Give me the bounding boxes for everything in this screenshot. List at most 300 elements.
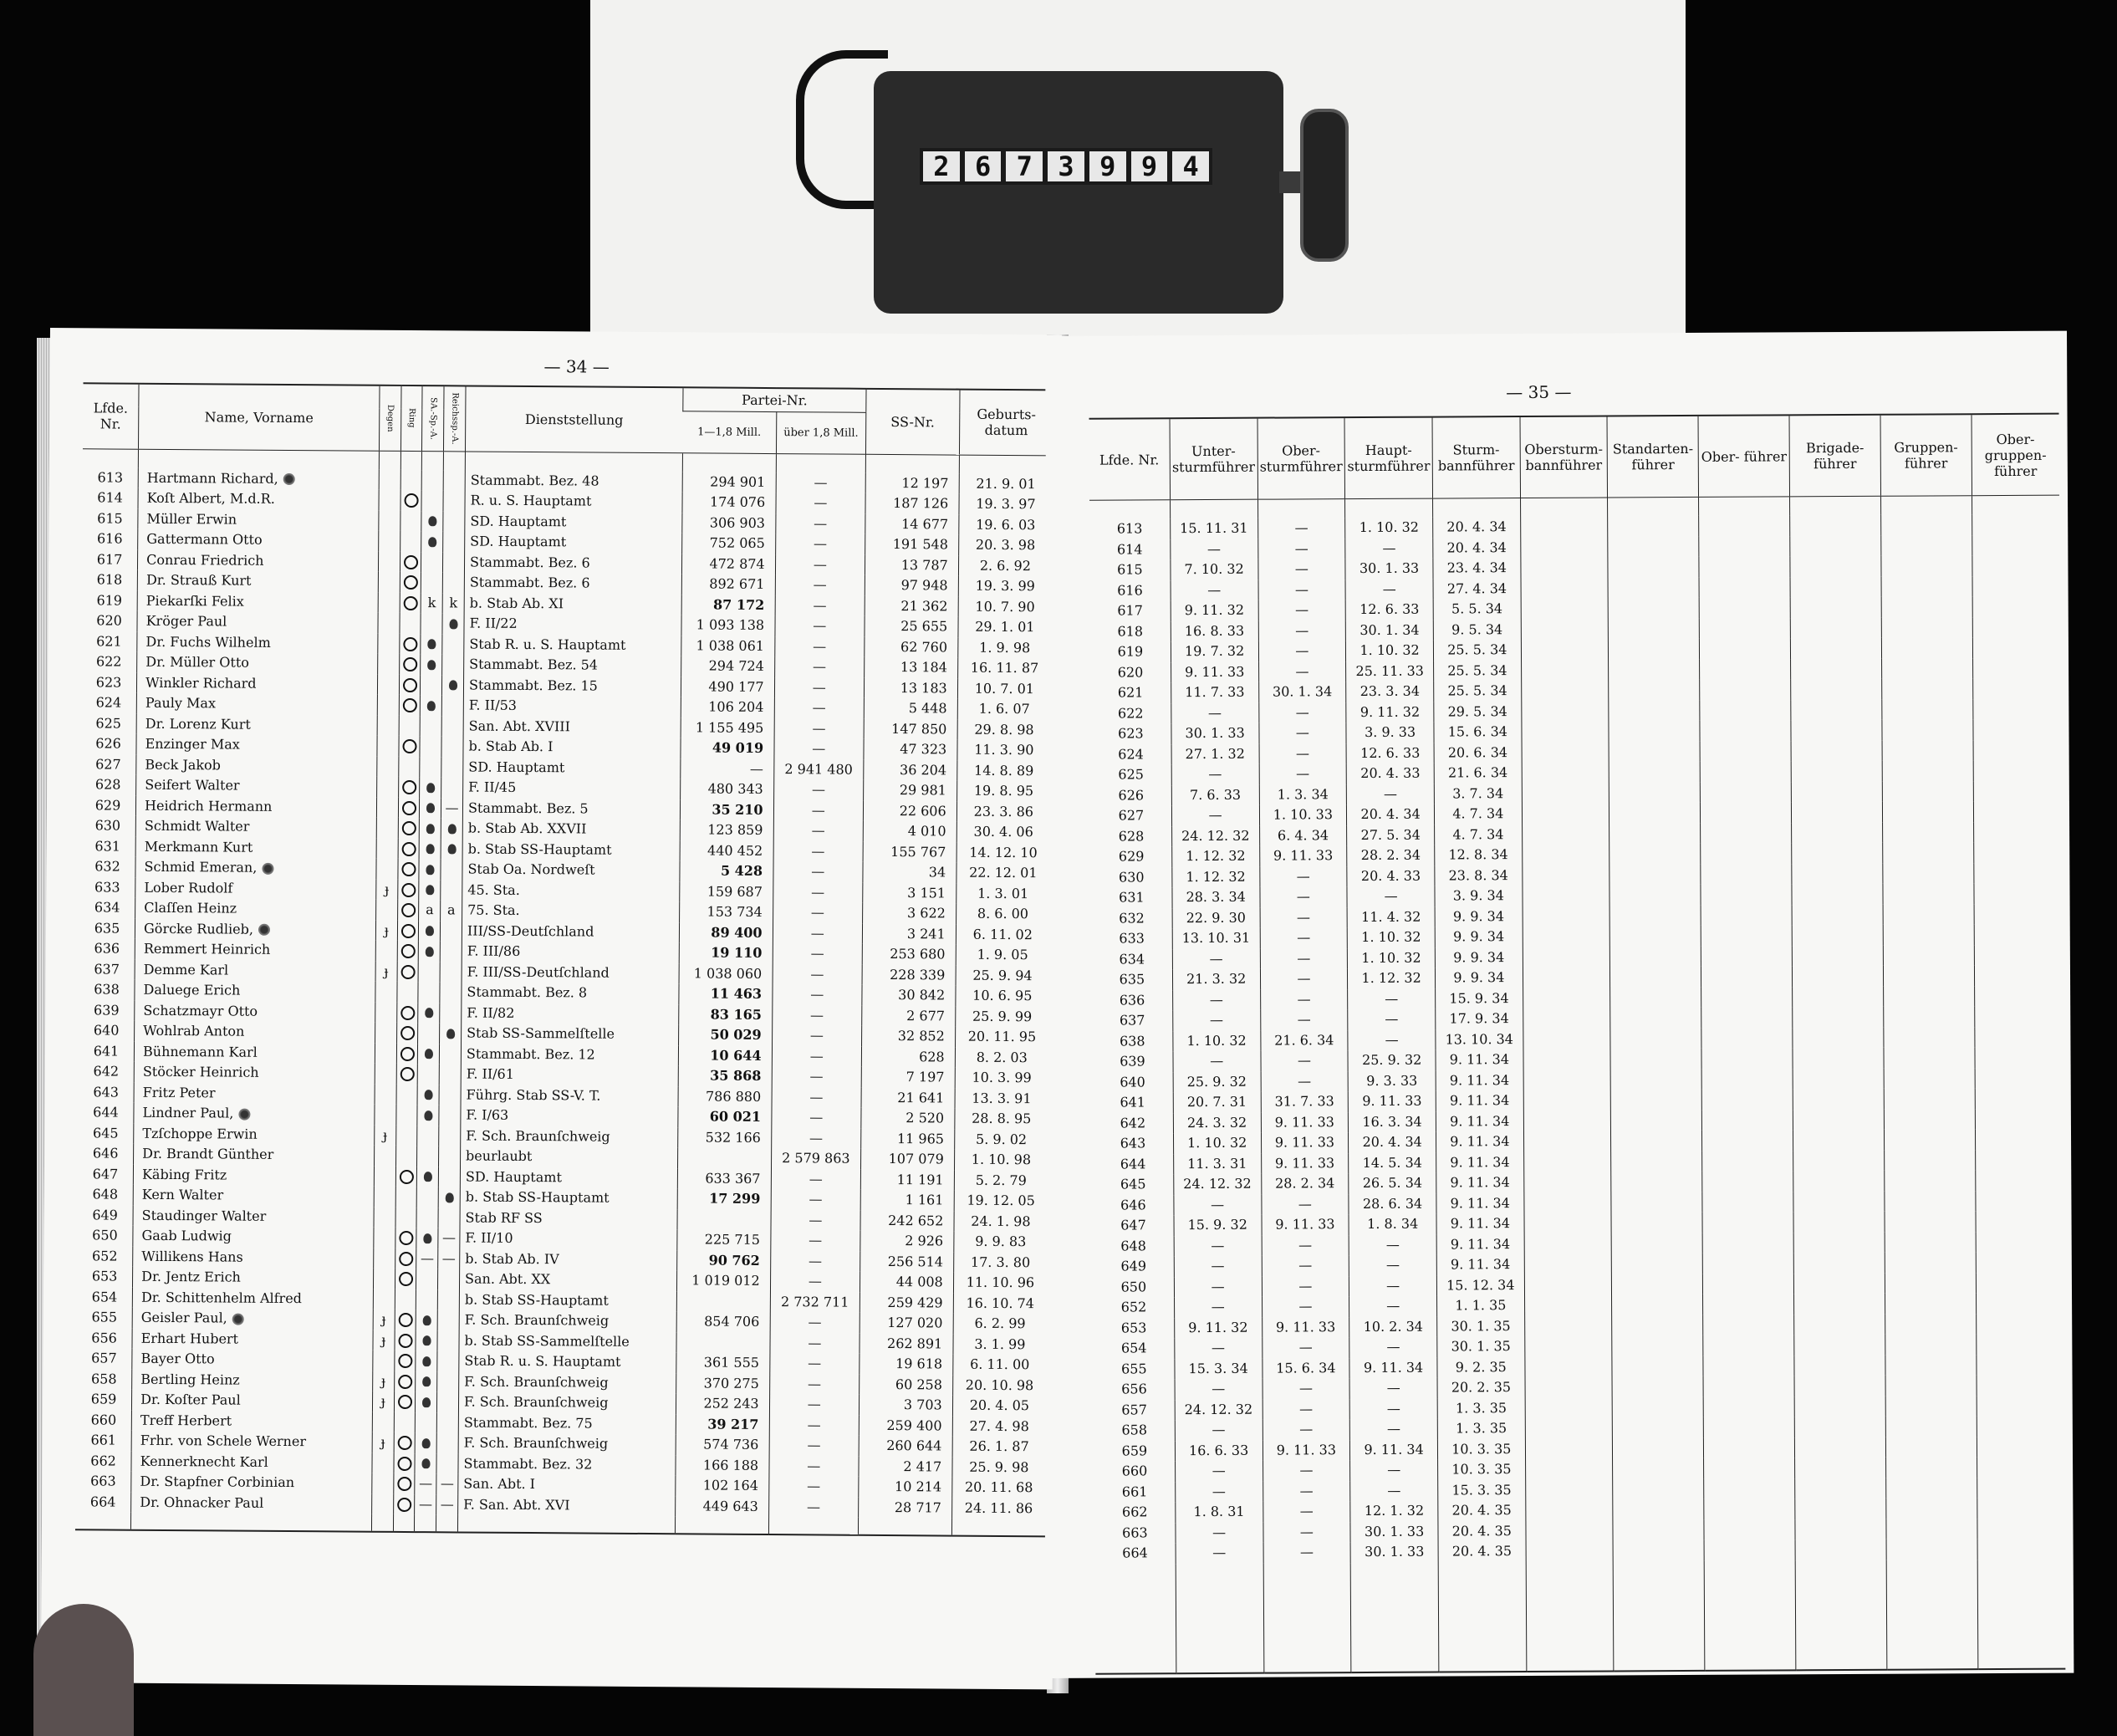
rank-date-cell: 645: [1120, 1176, 1146, 1192]
header-rank: Standarten- führer: [1607, 416, 1698, 498]
partei-nr-1: 159 687: [680, 881, 773, 902]
row-number: 620: [96, 612, 122, 629]
sa-cell: [418, 1044, 440, 1065]
rank-date-cell: —: [1174, 1297, 1262, 1318]
empty-cell: [1790, 576, 1881, 597]
degen-cell: [372, 1473, 394, 1494]
rank-date-cell: 30. 1. 34: [1258, 682, 1346, 702]
header-name: Name, Vorname: [139, 384, 380, 451]
rank-date-cell: 15. 6. 34: [1262, 1358, 1349, 1379]
empty-cell: [1609, 905, 1701, 926]
person-name-text: Heidrich Hermann: [145, 797, 273, 814]
reichssp-cell: [439, 1064, 461, 1085]
rank-date-cell: —: [1349, 1378, 1437, 1399]
geburtsdatum: 17. 3. 80: [953, 1252, 1047, 1273]
row-number: 613: [97, 469, 124, 486]
rank-date-cell: —: [1175, 1481, 1263, 1502]
end-cell: [1176, 1563, 1263, 1673]
partei-nr-1: 1 093 138: [681, 615, 775, 636]
partei-nr-1: 5 428: [680, 860, 773, 881]
geburtsdatum: 11. 3. 90: [957, 740, 1051, 761]
empty-cell: [1793, 1027, 1884, 1048]
rank-date-cell: —: [1260, 927, 1348, 948]
empty-cell: [1523, 926, 1610, 947]
ring-cell: [396, 1084, 418, 1105]
person-name-text: Geisler Paul,: [140, 1310, 227, 1326]
empty-cell: [1702, 1212, 1793, 1233]
partei-nr-2: —: [775, 534, 865, 554]
empty-cell: [1975, 1088, 2063, 1109]
sa-cell: —: [416, 1248, 438, 1269]
rank-date-cell: 4. 7. 34: [1435, 825, 1523, 845]
partei-nr-1: 153 734: [679, 901, 773, 922]
rank-date-cell: 1. 3. 35: [1437, 1418, 1525, 1439]
rank-date-cell: 9. 9. 34: [1435, 927, 1523, 947]
ring-cell: [396, 1023, 418, 1044]
rank-date-cell: 1. 10. 32: [1348, 947, 1436, 968]
ring-symbol: [399, 1231, 413, 1245]
empty-cell: [1881, 514, 1972, 535]
degen-symbol: ɟ: [381, 1331, 386, 1348]
rank-date-cell: 11. 7. 33: [1171, 682, 1258, 703]
rank-date-cell: 24. 12. 32: [1175, 1399, 1263, 1420]
dienststellung: b. Stab Ab. I: [463, 736, 681, 758]
ss-nr: 36 204: [864, 759, 957, 780]
empty-cell: [1790, 515, 1881, 536]
empty-cell: [1700, 761, 1791, 782]
row-number: 647: [92, 1166, 119, 1182]
rank-date-cell: 9. 9. 34: [1435, 947, 1523, 968]
empty-cell: [1884, 1129, 1975, 1150]
person-name-text: Frhr. von Schele Werner: [140, 1432, 307, 1450]
rank-date-cell: —: [1263, 1522, 1350, 1543]
degen-cell: [378, 633, 400, 654]
empty-cell: [1976, 1211, 2063, 1232]
empty-cell: [1977, 1395, 2064, 1416]
row-number: 646: [92, 1145, 119, 1162]
empty-cell: [1524, 1335, 1612, 1356]
dienststellung: b. Stab Ab. XXVII: [462, 818, 680, 840]
ring-symbol: [401, 842, 416, 856]
rank-date-cell: 16. 8. 33: [1171, 620, 1258, 641]
reichssp-cell: [440, 1003, 462, 1024]
person-name: [131, 1410, 372, 1432]
empty-cell: [1701, 1089, 1793, 1110]
rank-date-cell: 9. 5. 34: [1433, 620, 1521, 641]
empty-cell: [1885, 1191, 1976, 1212]
geburtsdatum: 5. 2. 79: [954, 1170, 1048, 1191]
row-number: 634: [94, 899, 120, 916]
empty-cell: [1791, 781, 1882, 802]
rank-date-cell: —: [1174, 1194, 1262, 1215]
empty-cell: [1704, 1478, 1795, 1499]
row-number: 624: [95, 694, 122, 711]
partei-nr-2: —: [770, 1333, 860, 1354]
empty-cell: [1975, 1149, 2063, 1170]
header-rank: Brigade- führer: [1789, 415, 1880, 497]
spacer-cell: [1520, 498, 1608, 517]
sa-cell: [416, 1371, 437, 1392]
empty-cell: [1793, 1253, 1885, 1274]
partei-nr-2: —: [771, 1128, 861, 1149]
ss-nr: 4 010: [863, 821, 956, 842]
empty-cell: [1610, 926, 1701, 947]
empty-cell: [1972, 534, 2060, 555]
empty-cell: [1611, 1151, 1702, 1172]
ring-cell: [397, 900, 419, 921]
rank-date-cell: —: [1263, 1399, 1350, 1420]
empty-cell: [1977, 1375, 2064, 1396]
rank-date-cell: —: [1349, 1275, 1437, 1296]
person-name: [137, 570, 378, 593]
partei-nr-2: —: [775, 615, 865, 636]
person-name: [136, 754, 377, 777]
partei-nr-1: 50 029: [678, 1024, 772, 1045]
person-name: [134, 1144, 375, 1167]
rank-date-cell: —: [1263, 1501, 1350, 1522]
rank-date-cell: 15. 9. 32: [1174, 1215, 1262, 1236]
ring-symbol: [400, 1047, 414, 1061]
roster-table-right: [1089, 413, 2066, 1675]
header-rank: Gruppen- führer: [1880, 414, 1972, 496]
empty-cell: [1612, 1294, 1703, 1315]
empty-cell: [1700, 741, 1791, 762]
empty-cell: [1885, 1150, 1976, 1171]
ring-cell: [395, 1187, 417, 1208]
sa-badge-symbol: [425, 1049, 433, 1059]
person-name: [135, 877, 376, 900]
empty-cell: [1609, 741, 1700, 762]
geburtsdatum: 6. 11. 00: [953, 1355, 1047, 1376]
partei-nr-1: 17 299: [677, 1188, 771, 1209]
ss-nr: 3 241: [862, 923, 956, 944]
person-name-text: Dr. Stapfner Corbinian: [140, 1473, 295, 1491]
reichssp-cell: —: [441, 798, 463, 819]
empty-cell: [1701, 802, 1792, 823]
empty-cell: [1612, 1376, 1703, 1397]
partei-nr-2: —: [770, 1251, 860, 1272]
rank-date-cell: —: [1347, 886, 1435, 907]
empty-cell: [1703, 1417, 1794, 1437]
end-cell: [951, 1519, 1045, 1537]
degen-cell: [375, 1002, 397, 1023]
ss-nr: 256 514: [860, 1251, 954, 1272]
person-name-text: Käbing Fritz: [141, 1166, 227, 1183]
rank-date-cell: 25. 11. 33: [1346, 661, 1434, 682]
ring-symbol: [400, 1026, 415, 1040]
geburtsdatum: 21. 9. 01: [959, 473, 1053, 494]
rank-date-cell: 10. 3. 35: [1438, 1459, 1526, 1480]
row-number: 625: [95, 715, 122, 732]
empty-cell: [1882, 719, 1973, 740]
degen-cell: [374, 1228, 395, 1248]
header-rank: Haupt- sturmführer: [1344, 417, 1432, 499]
rank-date-cell: 30. 1. 33: [1171, 723, 1259, 744]
partei-nr-2: —: [771, 1189, 861, 1210]
rank-date-cell: 625: [1118, 766, 1144, 783]
dienststellung: F. Sch. Braunſchweig: [458, 1432, 676, 1454]
rank-date-cell: 30. 1. 33: [1350, 1542, 1438, 1563]
dienststellung: 75. Sta.: [462, 900, 680, 922]
degen-cell: [375, 1064, 396, 1085]
ring-symbol: [403, 575, 417, 590]
rank-date-cell: —: [1350, 1419, 1438, 1440]
person-name-text: Görcke Rudlieb,: [144, 920, 254, 937]
ss-nr: 11 965: [861, 1128, 955, 1149]
empty-cell: [1523, 1172, 1611, 1192]
ring-cell: [399, 715, 421, 736]
person-name-text: Bertling Heinz: [140, 1371, 240, 1388]
ring-cell: [395, 1248, 416, 1269]
empty-cell: [1882, 678, 1973, 699]
sa-cell: [421, 695, 442, 716]
person-name-text: Treff Herbert: [140, 1412, 232, 1429]
sa-cell: [419, 921, 441, 942]
person-name: [135, 939, 375, 962]
empty-cell: [1525, 1479, 1613, 1500]
header-lfde-nr: Lfde. Nr.: [83, 383, 139, 448]
empty-cell: [1976, 1272, 2063, 1293]
empty-cell: [1975, 1026, 2063, 1047]
person-name-text: Dr. Müller Otto: [145, 654, 249, 671]
rank-date-cell: 5. 5. 34: [1433, 599, 1521, 620]
partei-nr-1: 11 463: [679, 983, 773, 1004]
partei-nr-1: 225 715: [677, 1229, 771, 1250]
rank-date-cell: —: [1259, 866, 1347, 887]
rank-date-cell: 9. 11. 32: [1171, 600, 1258, 621]
death-mark-icon: [283, 473, 295, 485]
empty-cell: [1881, 637, 1972, 658]
rank-date-cell: 614: [1116, 541, 1143, 558]
sa-cell: [418, 1003, 440, 1024]
ring-cell: [397, 982, 419, 1003]
geburtsdatum: 3. 1. 99: [953, 1334, 1047, 1355]
person-name-text: Schatzmayr Otto: [143, 1002, 258, 1019]
empty-cell: [1704, 1458, 1795, 1478]
reichssp-cell: [440, 1044, 462, 1065]
rank-date-cell: —: [1263, 1419, 1350, 1440]
empty-cell: [1882, 781, 1973, 802]
partei-nr-2: —: [773, 902, 863, 923]
partei-nr-2: —: [773, 882, 863, 903]
reichssp-cell: [437, 1310, 459, 1330]
sa-badge-symbol: [423, 1315, 431, 1325]
empty-cell: [1791, 761, 1882, 782]
empty-cell: [1611, 1172, 1702, 1192]
geburtsdatum: 29. 8. 98: [957, 719, 1051, 740]
person-name: [134, 1062, 375, 1085]
partei-nr-1: 106 204: [681, 697, 774, 717]
partei-nr-2: —: [773, 964, 863, 985]
geburtsdatum: 8. 2. 03: [955, 1047, 1048, 1068]
person-name: [138, 488, 379, 511]
empty-cell: [1609, 803, 1701, 824]
dienststellung: b. Stab SS-Hauptamt: [460, 1187, 677, 1208]
rank-date-cell: 20. 4. 34: [1349, 1132, 1436, 1153]
empty-cell: [1885, 1437, 1977, 1458]
dienststellung: F. II/82: [462, 1003, 679, 1024]
person-name-text: Kröger Paul: [145, 613, 227, 630]
empty-cell: [1884, 1109, 1975, 1130]
empty-cell: [1972, 575, 2060, 596]
person-name: [134, 1041, 375, 1064]
header-ss-nr: SS-Nr.: [865, 389, 959, 455]
sa-cell: [421, 552, 443, 573]
header-partei-sub2: über 1,8 Mill.: [776, 411, 866, 454]
empty-cell: [1885, 1211, 1976, 1232]
sa-badge-symbol: [449, 619, 457, 629]
rank-date-cell: —: [1348, 988, 1436, 1009]
empty-cell: [1795, 1539, 1886, 1560]
empty-cell: [1884, 1027, 1975, 1048]
empty-cell: [1975, 1067, 2063, 1088]
rank-date-cell: 25. 5. 34: [1434, 681, 1522, 702]
ring-symbol: [403, 678, 417, 692]
ring-symbol: [397, 1477, 411, 1491]
degen-cell: [372, 1493, 394, 1514]
person-name: [135, 816, 376, 839]
row-number: 615: [97, 510, 123, 527]
dienststellung: San. Abt. I: [458, 1473, 676, 1495]
spacer-cell: [1699, 497, 1790, 516]
empty-cell: [1609, 782, 1701, 803]
end-cell: [675, 1516, 768, 1534]
sa-cell: [418, 982, 440, 1003]
empty-cell: [1525, 1417, 1613, 1438]
rank-date-cell: 12. 1. 32: [1350, 1501, 1438, 1522]
header-partei-sub1: 1—1,8 Mill.: [682, 411, 776, 453]
empty-cell: [1976, 1190, 2063, 1211]
row-number: 658: [90, 1371, 117, 1387]
ring-symbol: [400, 965, 415, 979]
rank-date-cell: 644: [1120, 1156, 1146, 1172]
rank-date-cell: 617: [1117, 602, 1143, 619]
counter-digit: 2: [923, 151, 960, 181]
reichssp-cell: —: [438, 1228, 460, 1248]
ring-symbol: [398, 1375, 412, 1389]
empty-cell: [1883, 842, 1974, 863]
partei-nr-2: —: [770, 1271, 860, 1292]
sa-badge-symbol: [445, 1192, 453, 1202]
end-cell: [1795, 1560, 1887, 1670]
dienststellung: F. Sch. Braunſchweig: [459, 1371, 676, 1393]
row-number: 641: [93, 1043, 120, 1059]
dienststellung: San. Abt. XX: [459, 1269, 676, 1290]
empty-cell: [1613, 1519, 1704, 1540]
ring-cell: [399, 633, 421, 654]
empty-cell: [1521, 680, 1609, 701]
sa-badge-symbol: [422, 1335, 431, 1345]
empty-cell: [1886, 1498, 1977, 1519]
rank-date-cell: —: [1263, 1542, 1351, 1563]
row-number: 649: [92, 1207, 118, 1223]
sa-cell: [419, 962, 441, 983]
header-rank: Ober- gruppen- führer: [1972, 414, 2059, 496]
dienststellung: b. Stab SS-Sammelſtelle: [459, 1330, 676, 1352]
ring-cell: [396, 1105, 418, 1126]
empty-cell: [1791, 720, 1882, 741]
rank-date-cell: 14. 5. 34: [1349, 1152, 1436, 1173]
empty-cell: [1883, 863, 1974, 884]
end-cell: [1977, 1559, 2065, 1669]
reichssp-cell: [437, 1351, 459, 1371]
rank-date-cell: 13. 10. 34: [1436, 1029, 1523, 1050]
dienststellung: F. I/63: [461, 1105, 678, 1126]
dienststellung: R. u. S. Hauptamt: [465, 490, 682, 512]
sa-cell: [421, 490, 443, 511]
geburtsdatum: 22. 12. 01: [956, 863, 1050, 884]
empty-cell: [1522, 865, 1609, 886]
empty-cell: [1613, 1417, 1704, 1438]
geburtsdatum: 24. 11. 86: [951, 1498, 1045, 1519]
ss-nr: 22 606: [863, 800, 956, 821]
person-name: [135, 898, 376, 921]
rank-date-cell: 615: [1117, 561, 1143, 578]
rank-date-cell: 24. 12. 32: [1171, 825, 1259, 846]
rank-date-cell: —: [1258, 600, 1346, 620]
sa-badge-symbol: [426, 824, 435, 834]
ring-symbol: [401, 883, 416, 897]
row-number: 627: [95, 756, 121, 773]
ring-cell: [393, 1473, 415, 1494]
rank-date-cell: 642: [1120, 1115, 1146, 1131]
dienststellung: SD. Hauptamt: [463, 757, 681, 779]
counter-digit: 3: [1048, 151, 1084, 181]
sa-badge-symbol: [428, 516, 436, 526]
rank-date-cell: 9. 11. 33: [1261, 1132, 1349, 1153]
row-number: 614: [97, 489, 123, 506]
ring-symbol: [400, 944, 415, 958]
person-name: [131, 1431, 372, 1453]
ss-nr: 107 079: [861, 1149, 955, 1170]
sa-badge-symbol: [423, 1233, 431, 1243]
counter-digit: 6: [965, 151, 1002, 181]
partei-nr-1: [676, 1291, 770, 1312]
degen-cell: [375, 920, 397, 941]
rank-date-cell: 9. 11. 34: [1436, 1152, 1524, 1173]
dienststellung: San. Abt. XVIII: [463, 716, 681, 738]
empty-cell: [1700, 720, 1791, 741]
ss-nr: 12 197: [865, 472, 959, 493]
empty-cell: [1975, 1047, 2063, 1068]
empty-cell: [1701, 946, 1793, 967]
ring-cell: [394, 1453, 416, 1473]
person-name-text: Wohlrab Anton: [143, 1023, 245, 1039]
dienststellung: F. San. Abt. XVI: [458, 1494, 676, 1516]
ring-symbol: [397, 1436, 411, 1450]
empty-cell: [1610, 1028, 1701, 1049]
death-mark-icon: [238, 1108, 250, 1120]
sa-badge-symbol: [449, 681, 457, 691]
rank-date-cell: —: [1259, 743, 1347, 764]
person-name-text: Erhart Hubert: [140, 1330, 239, 1347]
sa-cell: [416, 1310, 438, 1330]
rank-date-cell: 28. 6. 34: [1349, 1193, 1436, 1214]
rank-date-cell: 6. 4. 34: [1259, 825, 1347, 846]
sa-badge-symbol: [422, 1397, 431, 1407]
ring-symbol: [401, 903, 416, 917]
sa-cell: [421, 654, 442, 675]
empty-cell: [1612, 1335, 1703, 1356]
empty-cell: [1522, 721, 1609, 742]
person-name-text: Kennerknecht Karl: [140, 1453, 268, 1470]
person-name-text: Conrau Friedrich: [146, 551, 264, 569]
dienststellung: Stab SS-Sammelſtelle: [462, 1023, 679, 1044]
geburtsdatum: 2. 6. 92: [958, 555, 1052, 576]
degen-symbol: ɟ: [381, 1311, 386, 1328]
ss-nr: 2 926: [860, 1231, 954, 1252]
reichssp-cell: —: [436, 1473, 458, 1494]
